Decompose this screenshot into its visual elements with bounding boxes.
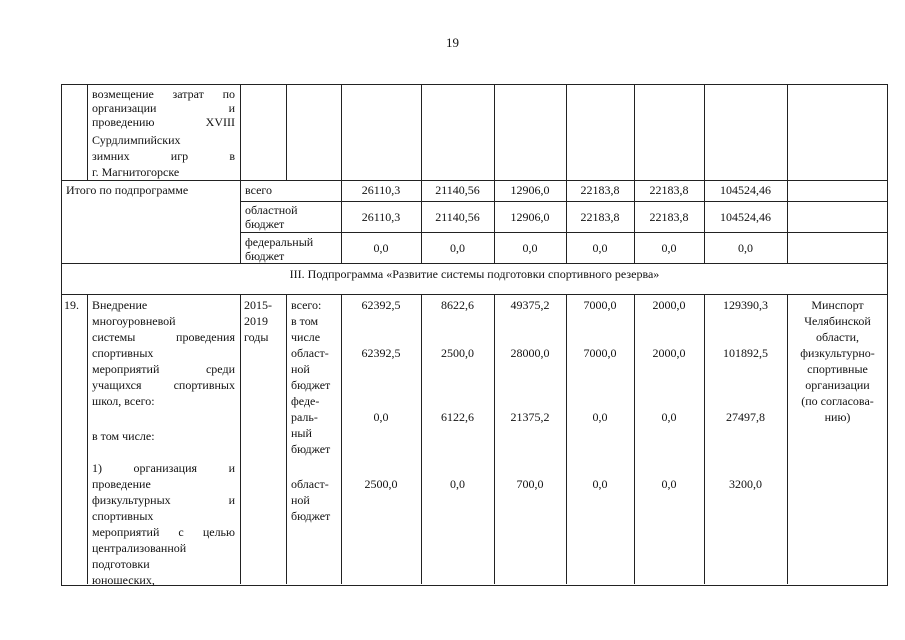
totals-value: 12906,0 (510, 183, 550, 197)
item-sub-line: спортивных (92, 509, 154, 523)
item-value: 101892,5 (723, 346, 768, 360)
totals-value: 0,0 (450, 241, 465, 255)
item-desc-line: учащихся спортивных (92, 378, 235, 392)
totals-value: 26110,3 (361, 210, 401, 224)
item-type-line: всего: (291, 298, 322, 312)
item-desc-line: Внедрение (92, 298, 148, 312)
item-sub-line: физкультурных и (92, 493, 235, 507)
item-sub-line: проведение (92, 477, 151, 491)
item-sub-line: мероприятий с целью (92, 525, 235, 539)
item-sub-line: юношеских, (92, 573, 155, 587)
item-desc-line: многоуровневой (92, 314, 176, 328)
item-type-line: ной (291, 362, 310, 376)
top-row-line: организации и (92, 101, 235, 115)
item-type-line: област- (291, 346, 329, 360)
item-type-line: ной (291, 493, 310, 507)
item-value: 49375,2 (510, 298, 550, 312)
item-value: 0,0 (450, 477, 465, 491)
item-value: 129390,3 (723, 298, 768, 312)
item-value: 7000,0 (583, 346, 617, 360)
top-row-line: возмещение затрат по (92, 87, 235, 101)
totals-value: 0,0 (522, 241, 538, 255)
item-value: 8622,6 (441, 298, 474, 312)
item-value: 27497,8 (726, 410, 765, 424)
item-value: 0,0 (373, 410, 389, 424)
totals-value: 104524,46 (720, 183, 771, 197)
section-title: III. Подпрограмма «Развитие системы подготовки спортивного резерва» (289, 267, 660, 281)
totals-value: 0,0 (661, 241, 677, 255)
totals-value: 26110,3 (361, 183, 401, 197)
item-type-line: феде- (291, 394, 320, 408)
totals-value: 0,0 (592, 241, 608, 255)
executor-line: Минспорт (811, 298, 864, 312)
item-years: 2019 (244, 314, 268, 328)
totals-value: 22183,8 (649, 183, 689, 197)
item-value: 6122,6 (441, 410, 474, 424)
totals-value: 21140,56 (435, 183, 480, 197)
totals-value: 21140,56 (435, 210, 480, 224)
totals-value: 22183,8 (580, 210, 620, 224)
item-type-line: числе (291, 330, 321, 344)
executor-line: спортивные (807, 362, 868, 376)
item-value: 28000,0 (510, 346, 550, 360)
item-value: 62392,5 (361, 346, 401, 360)
item-type-line: бюджет (291, 378, 331, 392)
totals-value: 22183,8 (580, 183, 620, 197)
item-type-line: в том (291, 314, 319, 328)
item-desc-line: спортивных (92, 346, 154, 360)
top-row-line: Сурдлимпийских (92, 133, 181, 147)
totals-type-regional: бюджет (245, 217, 285, 231)
item-sub-line: 1) организация и (92, 461, 235, 475)
item-in-that: в том числе: (92, 429, 155, 443)
item-value: 0,0 (661, 477, 677, 491)
item-type-line: бюджет (291, 442, 331, 456)
item-value: 0,0 (592, 410, 608, 424)
item-value: 2000,0 (652, 298, 686, 312)
item-sub-line: подготовки (92, 557, 150, 571)
item-desc-line: школ, всего: (92, 394, 155, 408)
item-value: 7000,0 (583, 298, 617, 312)
item-value: 700,0 (516, 477, 544, 491)
totals-value: 104524,46 (720, 210, 771, 224)
item-type-line: раль- (291, 410, 318, 424)
totals-value: 0,0 (738, 241, 753, 255)
executor-line: области, (815, 330, 860, 344)
item-number: 19. (64, 298, 79, 312)
item-years: 2015- (244, 298, 272, 312)
totals-value: 12906,0 (510, 210, 550, 224)
totals-label: Итого по подпрограмме (66, 183, 189, 197)
item-sub-line: централизованной (92, 541, 187, 555)
totals-type-federal: федеральный (245, 235, 314, 249)
top-row-line: зимних игр в (92, 149, 235, 163)
totals-type-regional: областной (245, 203, 298, 217)
totals-type-total: всего (245, 183, 273, 197)
item-desc-line: мероприятий среди (92, 362, 235, 376)
item-value: 21375,2 (510, 410, 550, 424)
item-type-line: бюджет (291, 509, 331, 523)
item-value: 0,0 (661, 410, 677, 424)
item-type-line: ный (291, 426, 312, 440)
page-number: 19 (446, 35, 459, 50)
executor-line: (по согласова- (801, 394, 874, 408)
totals-value: 22183,8 (649, 210, 689, 224)
totals-type-federal: бюджет (245, 249, 285, 263)
executor-line: организации (805, 378, 870, 392)
item-value: 2000,0 (652, 346, 686, 360)
item-value: 2500,0 (441, 346, 474, 360)
top-row-line: г. Магнитогорске (92, 165, 180, 179)
item-value: 3200,0 (729, 477, 762, 491)
executor-line: нию) (824, 410, 851, 424)
item-years: годы (244, 330, 269, 344)
item-value: 0,0 (592, 477, 608, 491)
item-value: 62392,5 (361, 298, 401, 312)
item-type-line: област- (291, 477, 329, 491)
executor-line: физкультурно- (800, 346, 875, 360)
item-value: 2500,0 (364, 477, 398, 491)
executor-line: Челябинской (804, 314, 871, 328)
totals-value: 0,0 (373, 241, 389, 255)
item-desc-line: системы проведения (92, 330, 235, 344)
top-row-line: проведению XVIII (92, 115, 235, 129)
